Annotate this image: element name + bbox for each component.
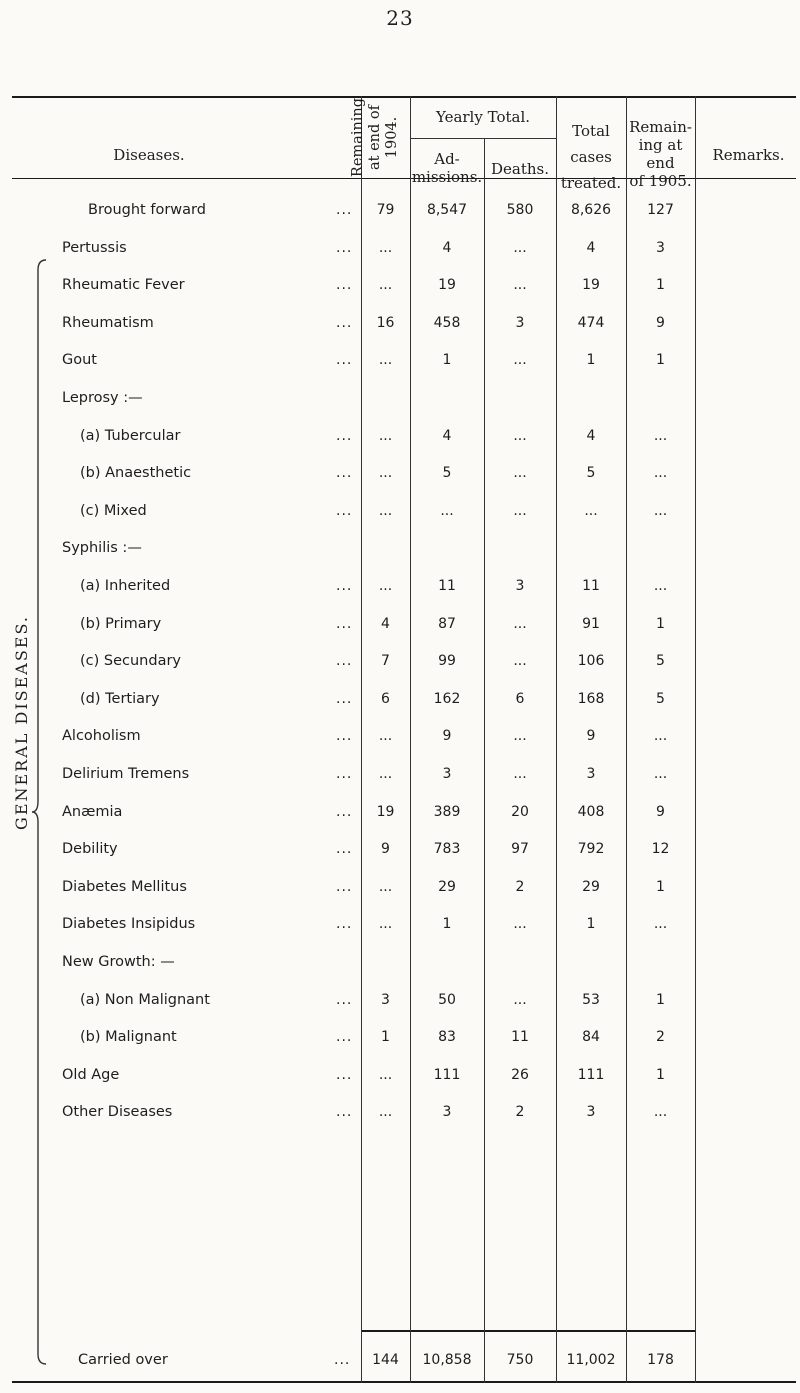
yearly-total-header: Yearly Total. (435, 108, 531, 126)
deaths-cell: 580 (506, 202, 534, 218)
table-row (0, 1027, 800, 1049)
admissions-cell: 50 (438, 991, 456, 1008)
admissions-cell: 5 (442, 465, 452, 482)
table-row (0, 538, 800, 560)
deaths-cell: ... (513, 465, 527, 482)
deaths-cell: ... (513, 653, 527, 670)
row-label: (b) Malignant (80, 1029, 177, 1046)
total-cases-cell: 9 (586, 728, 596, 745)
deaths-header: Deaths. (490, 160, 549, 178)
table-row (0, 802, 800, 824)
row-label: Old Age (62, 1066, 120, 1083)
row-label: Debility (62, 841, 118, 858)
remaining-1904-cell: 6 (381, 690, 390, 707)
row-label: (c) Mixed (80, 502, 147, 519)
admissions-cell: 3 (442, 766, 452, 782)
row-label: (d) Tertiary (80, 690, 160, 707)
row-label: (a) Non Malignant (80, 991, 210, 1008)
deaths-cell: 26 (511, 1066, 529, 1083)
total-cases-cell: 11 (582, 578, 600, 594)
total-cases-cell: 8,626 (570, 202, 612, 218)
deaths-cell: 3 (515, 578, 525, 594)
row-label: Anæmia (62, 803, 123, 820)
remaining-1905-cell: 2 (656, 1029, 665, 1046)
remaining-1905-cell: ... (653, 502, 668, 519)
remaining-1905-cell: 1 (656, 277, 665, 294)
admissions-cell: 4 (442, 427, 452, 444)
leader-dots: ... (336, 202, 353, 218)
deaths-cell: 6 (515, 690, 525, 707)
remaining-1904-cell: ... (378, 578, 393, 594)
admissions-cell: 29 (438, 878, 456, 895)
leader-dots: ... (336, 352, 353, 369)
remaining-1905-cell: 9 (656, 314, 665, 331)
row-label: (b) Anaesthetic (80, 465, 192, 482)
total-cases-cell: 4 (586, 427, 596, 444)
admissions-cell: 4 (442, 239, 452, 256)
admissions-cell: 389 (433, 803, 461, 820)
table-row (0, 238, 800, 260)
remaining-1904-cell: 19 (376, 803, 395, 820)
remaining-1904-cell: ... (378, 352, 393, 369)
row-label: (b) Primary (80, 615, 162, 632)
remaining-1905-cell: ... (653, 728, 668, 745)
page-number: 23 (386, 6, 414, 30)
remaining-1904-cell: ... (378, 239, 393, 256)
total-cases-cell: 106 (577, 653, 605, 670)
admissions-header: Ad- missions. (411, 150, 483, 186)
leader-dots: ... (336, 653, 353, 670)
diseases-header: Diseases. (113, 146, 185, 164)
leader-dots: ... (336, 766, 353, 782)
row-label: Rheumatism (62, 314, 154, 331)
admissions-cell: 19 (438, 277, 456, 294)
table-row (0, 614, 800, 636)
leader-dots: ... (336, 690, 353, 707)
row-label: Syphilis :— (62, 540, 142, 557)
remaining-1904-cell: 7 (381, 653, 390, 670)
deaths-cell: ... (513, 615, 527, 632)
row-label: Diabetes Insipidus (62, 916, 196, 933)
table-row (0, 426, 800, 448)
yearly-total-rule (410, 138, 556, 139)
leader-dots: ... (336, 841, 353, 858)
table-row (0, 726, 800, 748)
remaining-1905-cell: ... (653, 578, 668, 594)
admissions-cell: 162 (433, 690, 461, 707)
remarks-header: Remarks. (712, 146, 785, 164)
row-label: Rheumatic Fever (62, 277, 185, 294)
leader-dots: ... (336, 1104, 353, 1121)
remaining-1905-header: Remain- ing at end of 1905. (629, 118, 692, 190)
remaining-1904-cell: 1 (381, 1029, 390, 1046)
leader-dots: ... (336, 916, 353, 933)
row-label: Gout (62, 352, 97, 369)
total-cases-cell: 11,002 (566, 1352, 616, 1368)
remaining-1905-cell: ... (653, 427, 668, 444)
admissions-cell: ... (440, 502, 454, 519)
table-row (0, 914, 800, 936)
deaths-cell: 97 (511, 841, 529, 858)
table-row (0, 501, 800, 523)
leader-dots: ... (336, 803, 353, 820)
leader-dots: ... (336, 991, 353, 1008)
admissions-cell: 1 (442, 352, 452, 369)
row-label: Other Diseases (62, 1104, 173, 1121)
remaining-1904-header: Remaining at end of 1904. (350, 97, 401, 177)
remaining-1905-cell: 12 (651, 841, 670, 858)
table-row (0, 689, 800, 711)
row-label: (a) Tubercular (80, 427, 181, 444)
table-row (0, 1102, 800, 1124)
leader-dots: ... (336, 578, 353, 594)
row-label: (c) Secundary (80, 653, 182, 670)
table-row (0, 952, 800, 974)
remaining-1904-cell: 144 (372, 1352, 399, 1368)
total-cases-cell: 408 (577, 803, 605, 820)
remaining-1905-cell: 1 (656, 615, 665, 632)
row-label: Carried over (78, 1352, 168, 1368)
remaining-1904-cell: 3 (381, 991, 390, 1008)
deaths-cell: 2 (515, 1104, 525, 1121)
remaining-1904-cell: ... (378, 728, 393, 745)
deaths-cell: ... (513, 766, 527, 782)
remaining-1905-cell: ... (653, 465, 668, 482)
deaths-cell: 750 (506, 1352, 534, 1368)
leader-dots: ... (336, 502, 353, 519)
table-row (0, 388, 800, 410)
remaining-1905-cell: 1 (656, 352, 665, 369)
deaths-cell: ... (513, 502, 527, 519)
remaining-1904-cell: ... (378, 766, 393, 782)
deaths-cell: ... (513, 991, 527, 1008)
table-row (0, 275, 800, 297)
remaining-1905-cell: 5 (656, 690, 665, 707)
row-label: Delirium Tremens (62, 766, 190, 782)
admissions-cell: 9 (442, 728, 452, 745)
total-cases-cell: 84 (582, 1029, 600, 1046)
total-cases-cell: 3 (586, 1104, 596, 1121)
row-label: Brought forward (88, 202, 206, 218)
total-cases-cell: 168 (577, 690, 605, 707)
remaining-1905-cell: 1 (656, 1066, 665, 1083)
total-cases-header: Total cases treated. (560, 122, 622, 192)
admissions-cell: 1 (442, 916, 452, 933)
admissions-cell: 11 (438, 578, 456, 594)
bottom-rule (12, 1381, 796, 1383)
total-cases-cell: 4 (586, 239, 596, 256)
carried-over-row (0, 1350, 800, 1372)
remaining-1905-cell: ... (653, 1104, 668, 1121)
leader-dots: ... (336, 1066, 353, 1083)
remaining-1904-cell: ... (378, 427, 393, 444)
total-cases-cell: ... (584, 502, 598, 519)
remaining-1904-cell: ... (378, 916, 393, 933)
leader-dots: ... (336, 1029, 353, 1046)
remaining-1904-cell: ... (378, 502, 393, 519)
remaining-1905-cell: 1 (656, 991, 665, 1008)
table-row (0, 576, 800, 598)
deaths-cell: 11 (511, 1029, 529, 1046)
deaths-cell: ... (513, 239, 527, 256)
total-cases-cell: 91 (582, 615, 600, 632)
remaining-1904-cell: ... (378, 1104, 393, 1121)
deaths-cell: ... (513, 916, 527, 933)
total-cases-cell: 1 (586, 352, 596, 369)
leader-dots: ... (336, 615, 353, 632)
carried-over-rule (362, 1330, 696, 1332)
total-cases-cell: 5 (586, 465, 596, 482)
leader-dots: ... (336, 728, 353, 745)
admissions-cell: 783 (433, 841, 461, 858)
leader-dots: ... (336, 427, 353, 444)
table-row (0, 877, 800, 899)
deaths-cell: ... (513, 277, 527, 294)
total-cases-cell: 474 (577, 314, 605, 331)
total-cases-cell: 19 (582, 277, 600, 294)
remaining-1904-cell: 16 (376, 314, 395, 331)
total-cases-cell: 1 (586, 916, 596, 933)
table-row (0, 1065, 800, 1087)
row-label: Diabetes Mellitus (62, 878, 187, 895)
admissions-cell: 8,547 (426, 202, 468, 218)
table-row (0, 651, 800, 673)
deaths-cell: ... (513, 352, 527, 369)
table-row (0, 764, 800, 786)
leader-dots: ... (334, 1352, 351, 1368)
leader-dots: ... (336, 465, 353, 482)
remaining-1904-cell: ... (378, 1066, 393, 1083)
leader-dots: ... (336, 277, 353, 294)
leader-dots: ... (336, 239, 353, 256)
remaining-1905-cell: 178 (647, 1352, 674, 1368)
table-row (0, 350, 800, 372)
remaining-1905-cell: ... (653, 766, 668, 782)
remaining-1905-cell: 9 (656, 803, 665, 820)
total-cases-cell: 29 (582, 878, 600, 895)
row-label: Alcoholism (62, 728, 141, 745)
table-row (0, 839, 800, 861)
leader-dots: ... (336, 878, 353, 895)
remaining-1905-cell: 127 (647, 202, 674, 218)
row-label: Pertussis (62, 239, 127, 256)
deaths-cell: ... (513, 728, 527, 745)
remaining-1904-cell: ... (378, 277, 393, 294)
row-label: (a) Inherited (80, 578, 171, 594)
remaining-1904-cell: 79 (376, 202, 395, 218)
admissions-cell: 99 (438, 653, 456, 670)
total-cases-cell: 53 (582, 991, 600, 1008)
admissions-cell: 10,858 (422, 1352, 472, 1368)
deaths-cell: 3 (515, 314, 525, 331)
admissions-cell: 111 (433, 1066, 461, 1083)
admissions-cell: 87 (438, 615, 456, 632)
leader-dots: ... (336, 314, 353, 331)
deaths-cell: 20 (511, 803, 529, 820)
total-cases-cell: 3 (586, 766, 596, 782)
total-cases-cell: 111 (577, 1066, 605, 1083)
admissions-cell: 3 (442, 1104, 452, 1121)
total-cases-cell: 792 (577, 841, 605, 858)
admissions-cell: 458 (433, 314, 461, 331)
remaining-1904-cell: ... (378, 465, 393, 482)
table-row (0, 200, 800, 222)
remaining-1904-cell: 4 (381, 615, 390, 632)
remaining-1904-cell: 9 (381, 841, 390, 858)
general-diseases-label: GENERAL DISEASES. (11, 614, 31, 830)
table-row (0, 313, 800, 335)
remaining-1905-cell: ... (653, 916, 668, 933)
deaths-cell: 2 (515, 878, 525, 895)
remaining-1905-cell: 5 (656, 653, 665, 670)
row-label: New Growth: — (62, 954, 175, 970)
row-label: Leprosy :— (62, 390, 143, 406)
table-row (0, 990, 800, 1012)
admissions-cell: 83 (438, 1029, 456, 1046)
table-row (0, 463, 800, 485)
remaining-1904-cell: ... (378, 878, 393, 895)
remaining-1905-cell: 3 (656, 239, 665, 256)
deaths-cell: ... (513, 427, 527, 444)
remaining-1905-cell: 1 (656, 878, 665, 895)
